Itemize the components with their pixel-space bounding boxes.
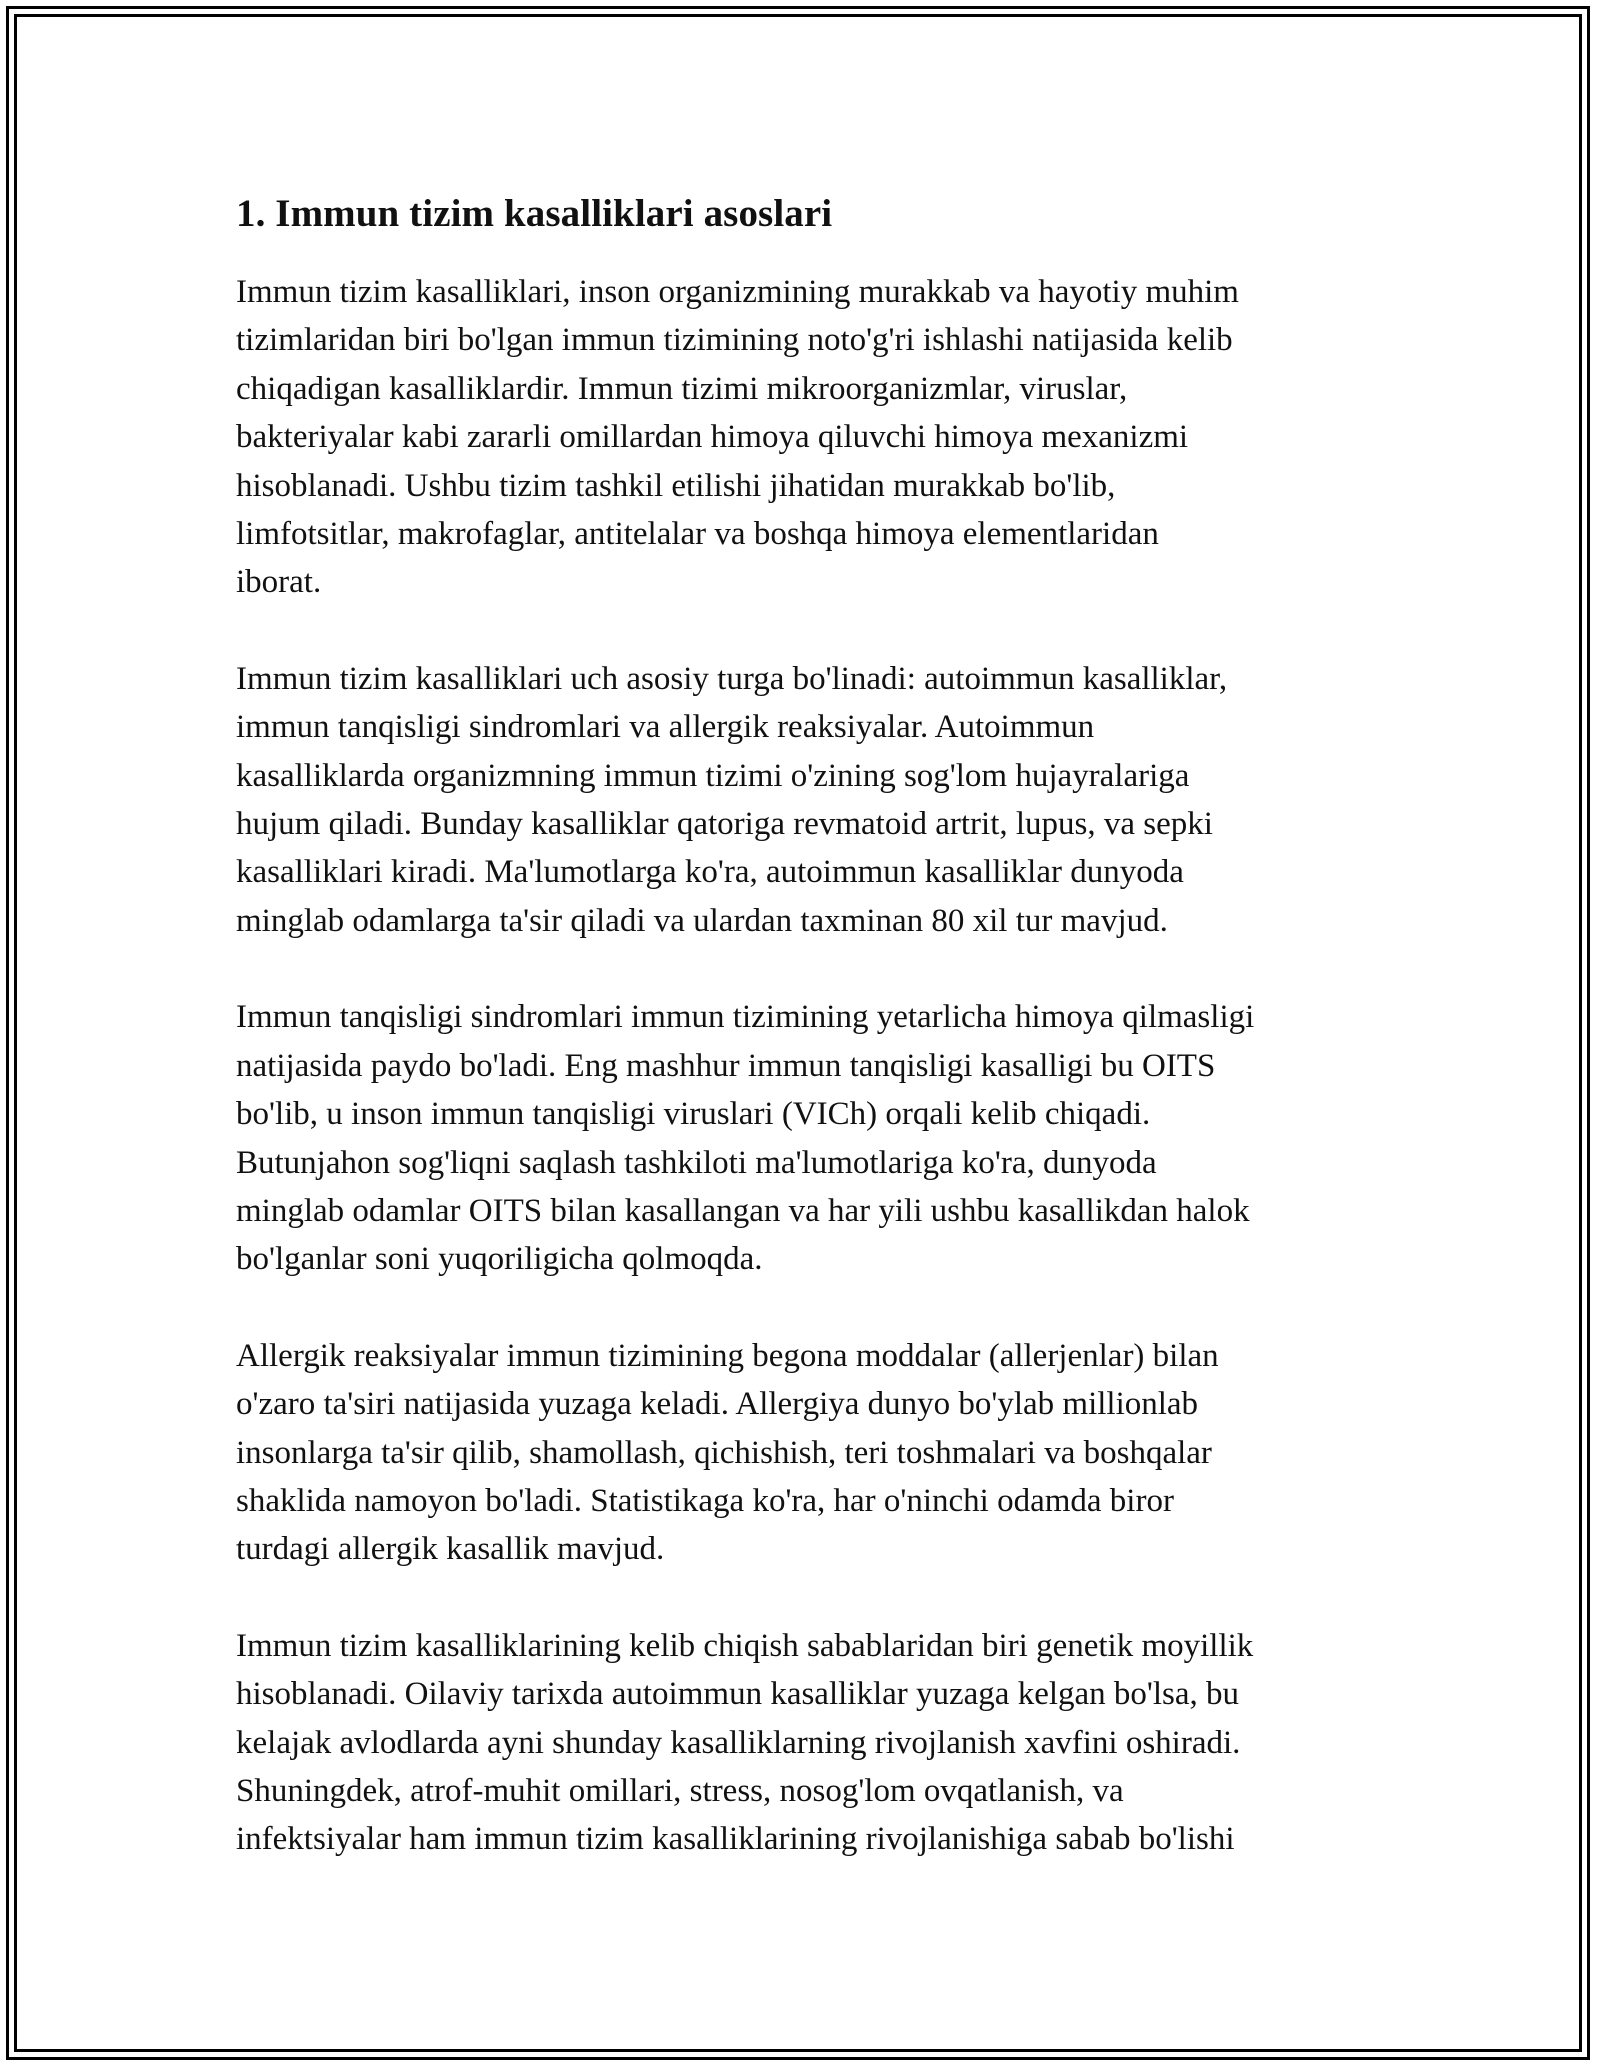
document-body — [236, 186, 1386, 1912]
paragraph-intro: Immun tizim kasalliklari, inson organizmining murakkab va hayotiy muhim tizimlaridan biri bo'lgan immun tizimining noto'g'ri ishlashi natijasida kelib chiqadigan kasalliklardir. Immun tizimi mikroorganizmlar, viruslar, bakteriyalar kabi zararli omillardan himoya qiluvchi himoya mexanizmi hisoblanadi. Ushbu tizim tashkil etilishi jihatidan murakkab bo'lib, limfotsitlar, makrofaglar, antitelalar va boshqa himoya elementlaridan iborat. — [236, 274, 1239, 601]
paragraph-allergy: Allergik reaksiyalar immun tizimining begona moddalar (allerjenlar) bilan o'zaro ta'siri natijasida yuzaga keladi. Allergiya dunyo bo'ylab millionlab insonlarga ta'sir qilib, shamollash, qichishish, teri toshmalari va boshqalar shaklida namoyon bo'ladi. Statistikaga ko'ra, har o'ninchi odamda biror turdagi allergik kasallik mavjud. — [236, 1337, 1219, 1568]
paragraph-immunodeficiency: Immun tanqisligi sindromlari immun tizimining yetarlicha himoya qilmasligi natijasida paydo bo'ladi. Eng mashhur immun tanqisligi kasalligi bu OITS bo'lib, u inson immun tanqisligi viruslari (VICh) orqali kelib chiqadi. Butunjahon sog'liqni saqlash tashkiloti ma'lumotlariga ko'ra, dunyoda minglab odamlar OITS bilan kasallangan va har yili ushbu kasallikdan halok bo'lganlar soni yuqoriligicha qolmoqda. — [236, 999, 1255, 1278]
section-heading: 1. Immun tizim kasalliklari asoslari — [236, 192, 833, 235]
paragraph-causes: Immun tizim kasalliklarining kelib chiqish sabablaridan biri genetik moyillik hisoblanadi. Oilaviy tarixda autoimmun kasalliklar yuzaga kelgan bo'lsa, bu kelajak avlodlarda ayni shunday kasalliklarning rivojlanish xavfini oshiradi. Shuningdek, atrof-muhit omillari, stress, nosog'lom ovqatlanish, va infektsiyalar ham immun tizim kasalliklarining rivojlanishiga sabab bo'lishi — [236, 1627, 1254, 1858]
paragraph-types: Immun tizim kasalliklari uch asosiy turga bo'linadi: autoimmun kasalliklar, immun tanqisligi sindromlari va allergik reaksiyalar. Autoimmun kasalliklarda organizmning immun tizimi o'zining sog'lom hujayralariga hujum qiladi. Bunday kasalliklar qatoriga revmatoid artrit, lupus, va sepki kasalliklari kiradi. Ma'lumotlarga ko'ra, autoimmun kasalliklar dunyoda minglab odamlarga ta'sir qiladi va ulardan taxminan 80 xil tur mavjud. — [236, 660, 1228, 939]
